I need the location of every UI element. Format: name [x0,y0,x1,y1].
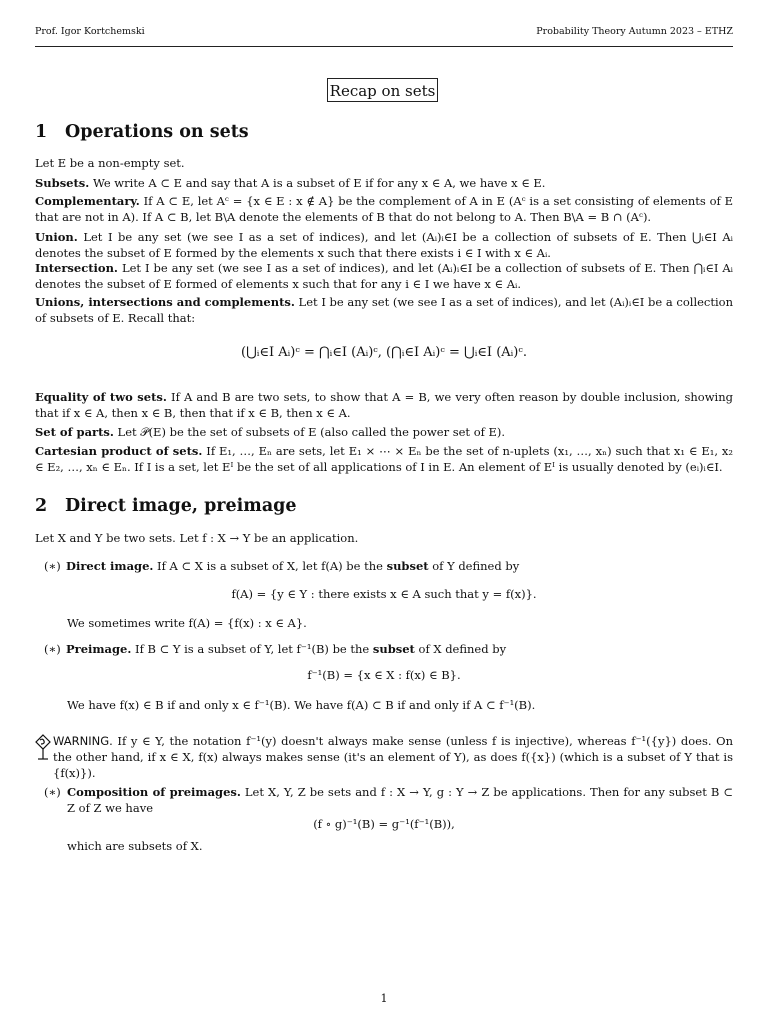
section-2-title: Direct image, preimage [65,496,297,516]
composition-note: which are subsets of X. [67,839,203,853]
composition-text: Let X, Y, Z be sets and f : X → Y, g : Y → Z be applications. Then for any subset B ⊂ Z of Z we have [67,785,734,815]
intersection-text: Let I be any set (we see I as a set of indices), and let (Aᵢ)ᵢ∈I be a collection of subsets of E. Then ⋂ᵢ∈I Aᵢ denotes the subset of E formed of elements x such that for any i ∈ I we have x ∈ Aᵢ. [35,261,733,291]
de-morgan-formula: (⋃ᵢ∈I Aᵢ)ᶜ = ⋂ᵢ∈I (Aᵢ)ᶜ, (⋂ᵢ∈I Aᵢ)ᶜ = ⋃ᵢ∈I (Aᵢ)ᶜ. [241,345,527,360]
section-2-number: 2 [35,496,48,516]
warning-text: If y ∈ Y, the notation f⁻¹(y) doesn't always make sense (unless f is injective), whereas f⁻¹({y}) does. On the other hand, if x ∈ X, f(x) always makes sense (it's an element of Y), as does f({x}) (which is a subset of Y that is {f(x)}). [53,734,733,780]
warning-paragraph [53,733,733,781]
composition-paragraph [67,784,733,816]
paragraph-equality [35,389,733,421]
subsets-label: Subsets. [35,176,90,190]
cartesian-label: Cartesian product of sets. [35,444,203,458]
preimage-text-b: of X defined by [414,642,507,656]
page-number: 1 [380,992,388,1005]
list-item-direct-image [44,558,734,574]
uic-text: Let I be any set (we see I as a set of indices), and let (Aᵢ)ᵢ∈I be a collection of subsets of E. Recall that: [35,295,733,325]
complementary-text: If A ⊂ E, let Aᶜ = {x ∈ E : x ∉ A} be the complement of A in E (Aᶜ is a set consisting of elements of E that are not in A). If A ⊂ B, let B\A denote the elements of B that do not belong to A. Then B\A = B ∩ (Aᶜ). [35,194,733,224]
header-rule [35,46,733,47]
equality-label: Equality of two sets. [35,390,167,404]
preimage-text-a: If B ⊂ Y is a subset of Y, let f⁻¹(B) be the [131,642,373,656]
section-1-title: Operations on sets [65,122,249,142]
composition-label: Composition of preimages. [67,785,241,799]
section-1-heading [35,122,249,142]
preimage-subset: subset [372,642,415,656]
direct-image-text-a: If A ⊂ X is a subset of X, let f(A) be the [153,559,387,573]
paragraph-set-of-parts [35,424,733,440]
header-course: Probability Theory Autumn 2023 – ETHZ [536,26,733,37]
direct-image-subset: subset [386,559,429,573]
preimage-formula: f⁻¹(B) = {x ∈ X : f(x) ∈ B}. [307,668,461,682]
section-1-number: 1 [35,122,48,142]
list-item-preimage [44,641,734,657]
direct-image-note: We sometimes write f(A) = {f(x) : x ∈ A}. [67,616,307,630]
section-1-intro: Let E be a non-empty set. [35,156,185,170]
parts-label: Set of parts. [35,425,114,439]
paragraph-complementary [35,193,733,225]
bullet-marker: (∗) [44,642,61,656]
dangerous-bend-icon [35,734,51,766]
paragraph-union [35,229,733,261]
bullet-marker: (∗) [44,785,61,799]
direct-image-label: Direct image. [66,559,154,573]
warning-label: WARNING. [53,734,113,748]
header-author: Prof. Igor Kortchemski [35,26,145,37]
section-2-intro: Let X and Y be two sets. Let f : X → Y be an application. [35,531,359,545]
union-label: Union. [35,230,78,244]
uic-label: Unions, intersections and complements. [35,295,295,309]
composition-formula: (f ∘ g)⁻¹(B) = g⁻¹(f⁻¹(B)), [313,817,455,831]
equality-text: If A and B are two sets, to show that A = B, we very often reason by double inclusion, showing that if x ∈ A, then x ∈ B, then that if x ∈ B, then x ∈ A. [35,390,733,420]
cartesian-text: If E₁, …, Eₙ are sets, let E₁ × ⋯ × Eₙ be the set of n-uplets (x₁, …, xₙ) such that x₁ ∈ E₁, x₂ ∈ E₂, …, xₙ ∈ Eₙ. If I is a set, let Eᴵ be the set of all applications of I in E. An element of Eᴵ is usually denoted by (eᵢ)ᵢ∈I. [35,444,733,474]
subsets-text: We write A ⊂ E and say that A is a subset of E if for any x ∈ A, we have x ∈ E. [89,176,546,190]
paragraph-intersection [35,260,733,292]
intersection-label: Intersection. [35,261,118,275]
direct-image-formula: f(A) = {y ∈ Y : there exists x ∈ A such that y = f(x)}. [231,587,537,601]
preimage-label: Preimage. [66,642,132,656]
complementary-label: Complementary. [35,194,140,208]
paragraph-cartesian [35,443,733,475]
paragraph-subsets [35,175,733,191]
page-title: Recap on sets [327,78,438,102]
parts-text: Let 𝒫(E) be the set of subsets of E (also called the power set of E). [113,425,506,439]
direct-image-text-b: of Y defined by [428,559,520,573]
section-2-heading [35,496,297,516]
preimage-note: We have f(x) ∈ B if and only x ∈ f⁻¹(B). We have f(A) ⊂ B if and only if A ⊂ f⁻¹(B). [67,698,536,712]
bullet-marker: (∗) [44,559,61,573]
union-text: Let I be any set (we see I as a set of indices), and let (Aᵢ)ᵢ∈I be a collection of subsets of E. Then ⋃ᵢ∈I Aᵢ denotes the subset of E formed by the elements x such that there exists i ∈ I with x ∈ Aᵢ. [35,230,733,260]
paragraph-unions-intersections-complements [35,294,733,326]
